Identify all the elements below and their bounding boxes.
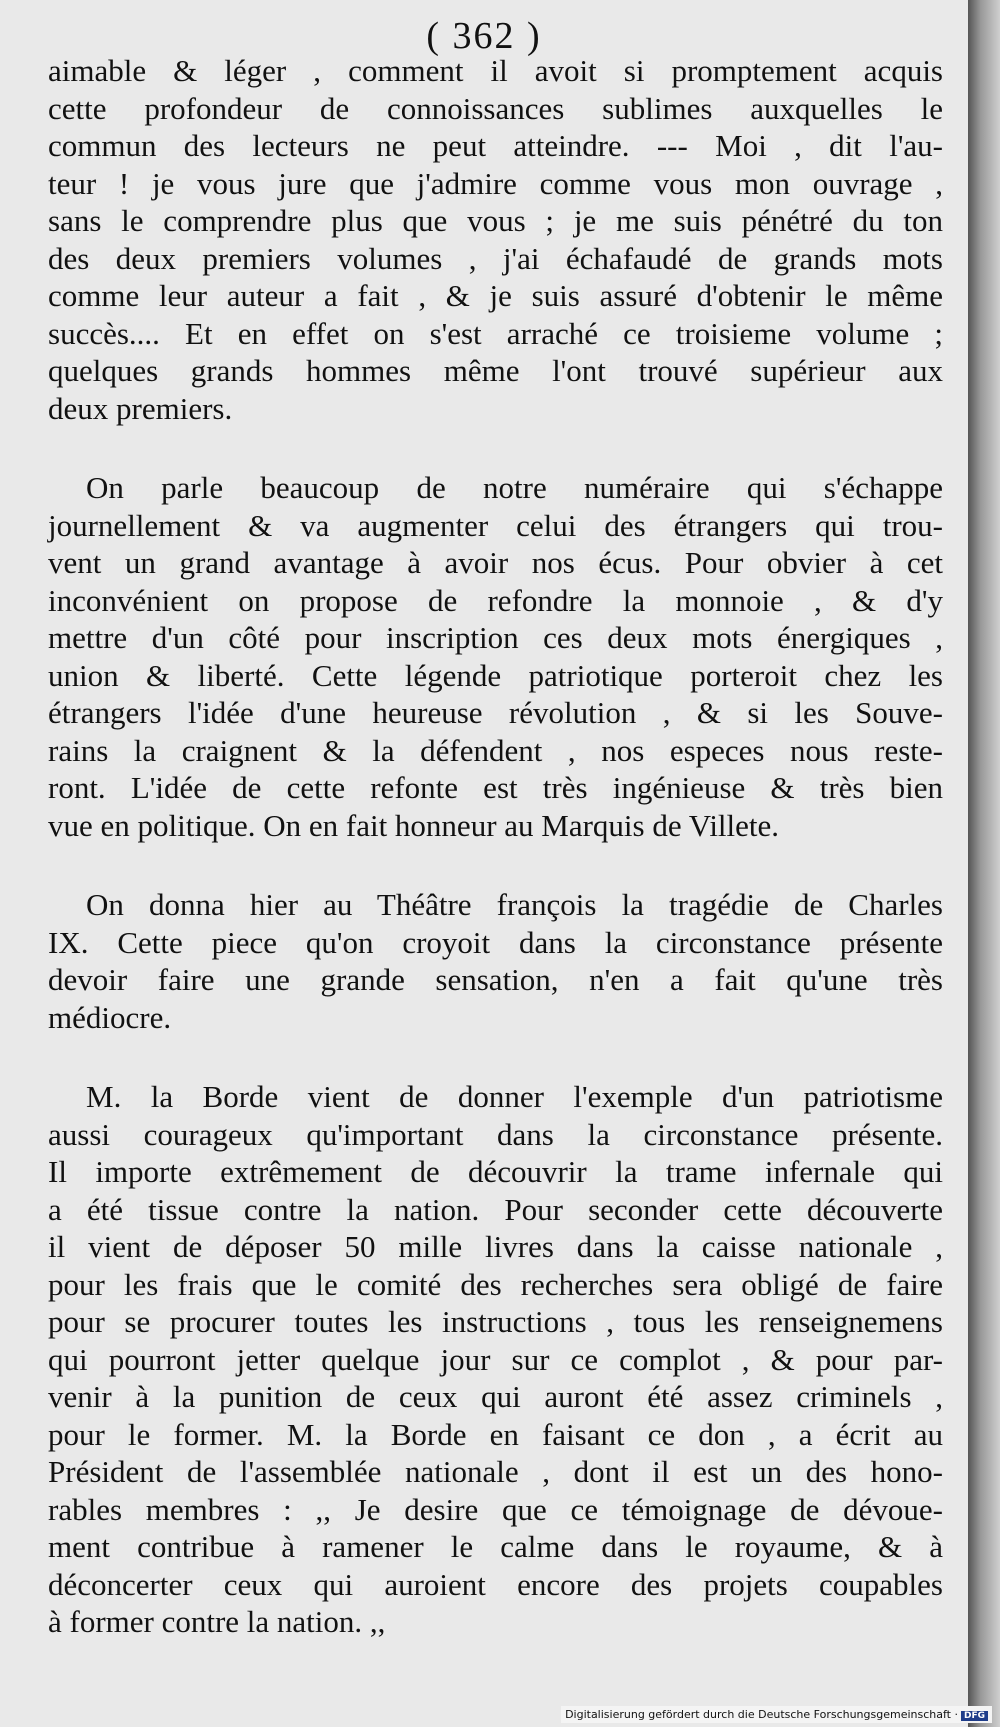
paragraph xyxy=(48,469,943,844)
paragraph xyxy=(48,1078,943,1641)
text-line: déconcerter ceux qui auroient encore des projets coupables xyxy=(48,1566,943,1602)
text-line: union & liberté. Cette légende patriotique porteroit chez les xyxy=(48,657,943,693)
text-line: Président de l'assemblée nationale , dont il est un des hono- xyxy=(48,1454,943,1489)
text-line: pour se procurer toutes les instructions , tous les renseignemens xyxy=(48,1304,943,1339)
text-line: inconvénient on propose de refondre la monnoie , & d'y xyxy=(48,582,943,618)
text-line: venir à la punition de ceux qui auront été assez criminels , xyxy=(48,1379,943,1414)
text-line: rables membres : ,, Je desire que ce témoignage de dévoue- xyxy=(48,1491,943,1527)
text-line: IX. Cette piece qu'on croyoit dans la circonstance présente xyxy=(48,924,943,960)
text-line: sans le comprendre plus que vous ; je me suis pénétré du ton xyxy=(48,203,943,238)
text-line: il vient de déposer 50 mille livres dans la caisse nationale , xyxy=(48,1229,943,1264)
text-line: deux premiers. xyxy=(48,390,233,426)
text-line: étrangers l'idée d'une heureuse révolution , & si les Souve- xyxy=(48,695,943,730)
text-line: ront. L'idée de cette refonte est très ingénieuse & très bien xyxy=(48,770,943,805)
text-line: rains la craignent & la défendent , nos especes nous reste- xyxy=(48,732,943,768)
text-line: teur ! je vous jure que j'admire comme vous mon ouvrage , xyxy=(48,165,943,201)
digitization-credit xyxy=(561,1706,992,1723)
text-line: cette profondeur de connoissances sublimes auxquelles le xyxy=(48,90,943,126)
body-text xyxy=(48,52,943,1641)
page-number: ( 362 ) xyxy=(426,15,542,57)
text-line: M. la Borde vient de donner l'exemple d'un patriotisme xyxy=(86,1079,943,1114)
paragraph-gap xyxy=(48,1036,943,1078)
text-line: aussi courageux qu'important dans la circonstance présente. xyxy=(48,1116,943,1152)
text-line: pour les frais que le comité des recherches sera obligé de faire xyxy=(48,1266,943,1302)
text-line: des deux premiers volumes , j'ai échafaudé de grands mots xyxy=(48,240,943,276)
text-line: quelques grands hommes même l'ont trouvé supérieur aux xyxy=(48,353,943,388)
text-line: ment contribue à ramener le calme dans le royaume, & à xyxy=(48,1529,943,1564)
text-line: pour le former. M. la Borde en faisant ce don , a écrit au xyxy=(48,1416,943,1452)
text-line: succès.... Et en effet on s'est arraché ce troisieme volume ; xyxy=(48,315,943,351)
text-line: comme leur auteur a fait , & je suis assuré d'obtenir le même xyxy=(48,278,943,313)
text-line: On parle beaucoup de notre numéraire qui s'échappe xyxy=(86,470,943,505)
text-line: devoir faire une grande sensation, n'en a fait qu'une très xyxy=(48,962,943,997)
text-line: aimable & léger , comment il avoit si promptement acquis xyxy=(48,53,943,88)
paragraph-gap xyxy=(48,427,943,469)
text-line: On donna hier au Théâtre françois la tragédie de Charles xyxy=(86,887,943,922)
text-line: médiocre. xyxy=(48,999,172,1035)
text-line: à former contre la nation. ,, xyxy=(48,1604,386,1639)
paragraph xyxy=(48,886,943,1036)
text-line: journellement & va augmenter celui des étrangers qui trou- xyxy=(48,507,943,543)
text-line: qui pourront jetter quelque jour sur ce complot , & pour par- xyxy=(48,1341,943,1377)
paragraph xyxy=(48,52,943,427)
text-line: vent un grand avantage à avoir nos écus. Pour obvier à cet xyxy=(48,545,943,580)
paragraph-gap xyxy=(48,844,943,886)
credit-text: Digitalisierung gefördert durch die Deutsche Forschungsgemeinschaft · xyxy=(565,1708,958,1721)
text-line: Il importe extrêmement de découvrir la trame infernale qui xyxy=(48,1154,943,1189)
dfg-logo: DFG xyxy=(961,1711,988,1721)
text-line: mettre d'un côté pour inscription ces deux mots énergiques , xyxy=(48,620,943,655)
text-line: a été tissue contre la nation. Pour seconder cette découverte xyxy=(48,1191,943,1227)
text-line: commun des lecteurs ne peut atteindre. --- Moi , dit l'au- xyxy=(48,128,943,163)
page-edge-shadow xyxy=(968,0,1000,1727)
text-line: vue en politique. On en fait honneur au Marquis de Villete. xyxy=(48,807,780,843)
